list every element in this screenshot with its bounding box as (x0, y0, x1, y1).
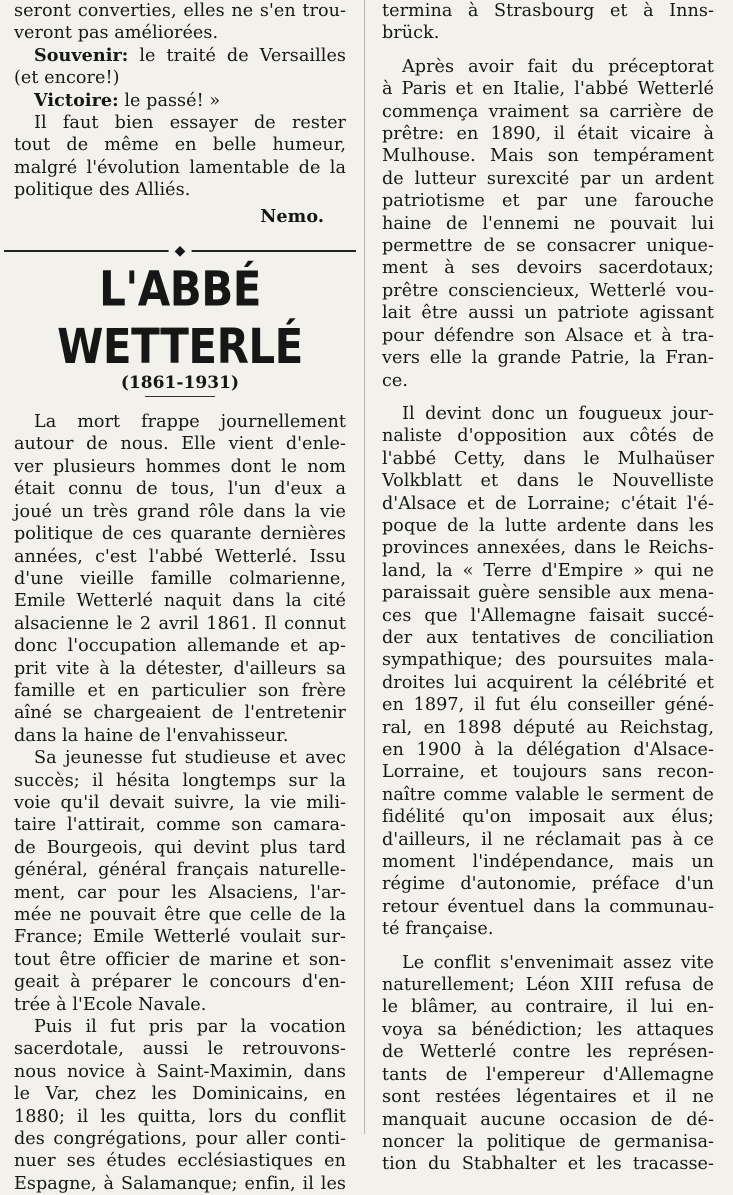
text-line: sympathique; des poursuites mala- (382, 650, 714, 671)
text-line: pour défendre son Alsace et à tra- (382, 325, 714, 346)
text-line: Volkblatt et dans le Nouvelliste (382, 471, 714, 492)
text-line: Lorraine, et toujours sans recon- (382, 762, 714, 783)
section-divider (4, 244, 356, 258)
paragraph-2 (14, 747, 346, 1016)
text-line: Il faut bien essayer de rester (34, 113, 346, 134)
text-line: politique de ces quarante dernières (14, 524, 346, 545)
dates-underline (145, 396, 215, 397)
text-line: d'Alsace et de Lorraine; c'était l'é- (382, 493, 714, 514)
text-line: le blâmer, au contraire, il lui en- (382, 997, 714, 1018)
text-line: de Wetterlé contre les représen- (382, 1042, 714, 1063)
text-line: té française. (382, 919, 494, 940)
text-line: tout de même en belle humeur, (14, 135, 346, 156)
left-column (14, 0, 346, 1195)
text-line: France; Emile Wetterlé voulait sur- (14, 927, 346, 948)
text-line: commença vraiment sa carrière de (382, 101, 714, 122)
text-line: Puis il fut pris par la vocation (34, 1017, 346, 1038)
text-line: ces que l'Allemagne faisait succé- (382, 605, 714, 626)
text-line: Après avoir fait du préceptorat (402, 56, 714, 77)
text-line: prit vite à la détester, d'ailleurs sa (14, 658, 346, 679)
text-line: succès; il hésita longtemps sur la (14, 770, 346, 791)
text-line: tout être officier de marine et son- (14, 949, 346, 970)
text-line: permettre de se consacrer unique- (382, 236, 714, 257)
text-line: général, général français naturelle- (14, 860, 346, 881)
text-line: 1880; il les quitta, lors du conflit (14, 1106, 346, 1127)
text-line: Le conflit s'envenimait assez vite (402, 952, 714, 973)
text-line: voie qu'il devait suivre, la vie mili- (14, 792, 346, 813)
intro-closing-text (14, 112, 346, 202)
text-line: l'abbé Cetty, dans le Mulhaüser (382, 448, 714, 469)
text-line: sacerdotale, aussi le retrouvons- (14, 1039, 346, 1060)
column-separator (364, 0, 365, 1134)
text-line: politique des Alliés. (14, 180, 191, 201)
text-line: de Bourgeois, qui devint plus tard (14, 837, 346, 858)
text-line: Emile Wetterlé naquit dans la cité (14, 591, 346, 612)
text-line: seront converties, elles ne s'en trou- (14, 1, 346, 21)
paragraph-1 (14, 411, 346, 747)
text-line: naturellement; Léon XIII refusa de (382, 975, 714, 996)
text-line: La mort frappe journellement (34, 412, 346, 433)
text-line: trée à l'Ecole Navale. (14, 994, 207, 1015)
text-line: en 1897, il fut élu conseiller géné- (382, 695, 714, 716)
paragraph-4 (382, 56, 714, 403)
article-dates: (1861-1931) (120, 373, 240, 394)
text-line: brück. (382, 23, 440, 44)
text-line: Il devint donc un fougueux jour- (402, 403, 714, 424)
text-line: prêtre: en 1890, il était vicaire à (382, 124, 714, 145)
article-headline: L'ABBÉ WETTERLÉ (57, 260, 303, 375)
text-line: manquait aucune occasion de dé- (382, 1109, 714, 1130)
text-line: termina à Strasbourg et à Inns- (382, 1, 714, 21)
text-line: haine de l'ennemi ne pouvait lui (382, 213, 714, 234)
text-line: en 1900 à la délégation d'Alsace- (382, 740, 714, 760)
text-line: vers elle la grande Patrie, la Fran- (382, 348, 714, 369)
text-line: années, c'est l'abbé Wetterlé. Issu (14, 546, 346, 567)
text-line: alsacienne le 2 avril 1861. Il connut (14, 613, 346, 634)
text-line: ver plusieurs hommes dont le nom (14, 456, 346, 477)
text-line: autour de nous. Elle vient d'enle- (14, 434, 346, 455)
text-line: noncer la politique de germanisa- (382, 1131, 714, 1152)
text-line: naliste d'opposition aux côtés de (382, 426, 714, 447)
text-line: paraissait guère sensible aux mena- (382, 583, 714, 604)
text-line: taire l'attirait, comme son camara- (14, 815, 346, 836)
text-line: moment l'indépendance, mais un (382, 852, 714, 873)
text-line: famille et en particulier son frère (14, 680, 346, 701)
intro-text (14, 0, 346, 45)
text-line: provinces annexées, dans le Reichs- (382, 538, 714, 559)
text-line: dans la haine de l'envahisseur. (14, 725, 289, 746)
text-line: à Paris et en Italie, l'abbé Wetterlé (382, 79, 714, 100)
paragraph-6 (382, 952, 714, 1176)
text-line: Sa jeunesse fut studieuse et avec (34, 748, 346, 769)
paragraph-5 (382, 403, 714, 952)
text-line: fidélité qu'on imposait aux élus; (382, 807, 714, 828)
text-line: tants de l'empereur d'Allemagne (382, 1064, 714, 1085)
text-line: ral, en 1898 député au Reichstag, (382, 717, 714, 738)
text-line: Mulhouse. Mais son tempérament (382, 146, 714, 167)
text-line: d'ailleurs, il ne réclamait pas à ce (382, 829, 714, 850)
text-line: aîné se chargeaient de l'entretenir (14, 703, 346, 724)
text-line: nous novice à Saint-Maximin, dans (14, 1061, 346, 1082)
text-line: patriotisme et par une farouche (382, 191, 714, 212)
souvenir-text: le traité de Versailles (128, 45, 346, 66)
text-line: de lutteur surexcité par un ardent (382, 168, 714, 189)
text-line: nuer ses études ecclésiastiques en (14, 1151, 346, 1172)
text-line: des congrégations, pour aller conti- (14, 1129, 346, 1150)
text-line: ce. (382, 370, 409, 391)
text-line: retour éventuel dans la communau- (382, 896, 714, 917)
divider-ornament: ◆ (169, 244, 192, 258)
text-line: régime d'autonomie, préface d'un (382, 874, 714, 895)
text-line: ment à ses devoirs sacerdotaux; (382, 258, 714, 279)
text-line: tion du Stabhalter et les tracasse- (382, 1154, 714, 1175)
text-line: était connu de tous, l'un d'eux a (14, 479, 346, 500)
victoire-line (14, 90, 346, 112)
text-line: ment, car pour les Alsaciens, l'ar- (14, 882, 346, 903)
text-line: poque de la lutte ardente dans les (382, 515, 714, 536)
souvenir-line (14, 45, 346, 67)
text-line: d'une vieille famille colmarienne, (14, 568, 346, 589)
continued-text (382, 0, 714, 56)
paragraph-3 (14, 1016, 346, 1195)
text-line: donc l'occupation allemande et ap- (14, 636, 346, 657)
text-line: lait être aussi un patriote agissant (382, 303, 714, 324)
text-line: droites lui acquirent la célébrité et (382, 672, 714, 693)
text-line: joué un très grand rôle dans la vie (14, 501, 346, 522)
text-line: der aux tentatives de conciliation (382, 627, 714, 648)
text-line: geait à préparer le concours d'en- (14, 972, 346, 993)
text-line: le Var, chez les Dominicains, en (14, 1084, 346, 1105)
text-line: voya sa bénédiction; les attaques (382, 1019, 714, 1040)
victoire-text: le passé! » (118, 90, 221, 111)
text-line: veront pas améliorées. (14, 23, 219, 44)
victoire-label: Victoire: (34, 89, 119, 111)
right-column (382, 0, 714, 1176)
souvenir-label: Souvenir: (34, 44, 129, 66)
text-line: naître comme valable le serment de (382, 784, 714, 805)
souvenir-continuation: (et encore!) (14, 68, 120, 89)
text-line: sont restées légentaires et il ne (382, 1087, 714, 1108)
text-line: land, la « Terre d'Empire » qui ne (382, 560, 714, 581)
text-line: malgré l'évolution lamentable de la (14, 157, 346, 178)
signature: Nemo. (260, 205, 324, 227)
text-line: prêtre consciencieux, Wetterlé vou- (382, 280, 714, 301)
text-line: Espagne, à Salamanque; enfin, il les (14, 1173, 346, 1194)
text-line: mée ne pouvait être que celle de la (14, 905, 346, 925)
